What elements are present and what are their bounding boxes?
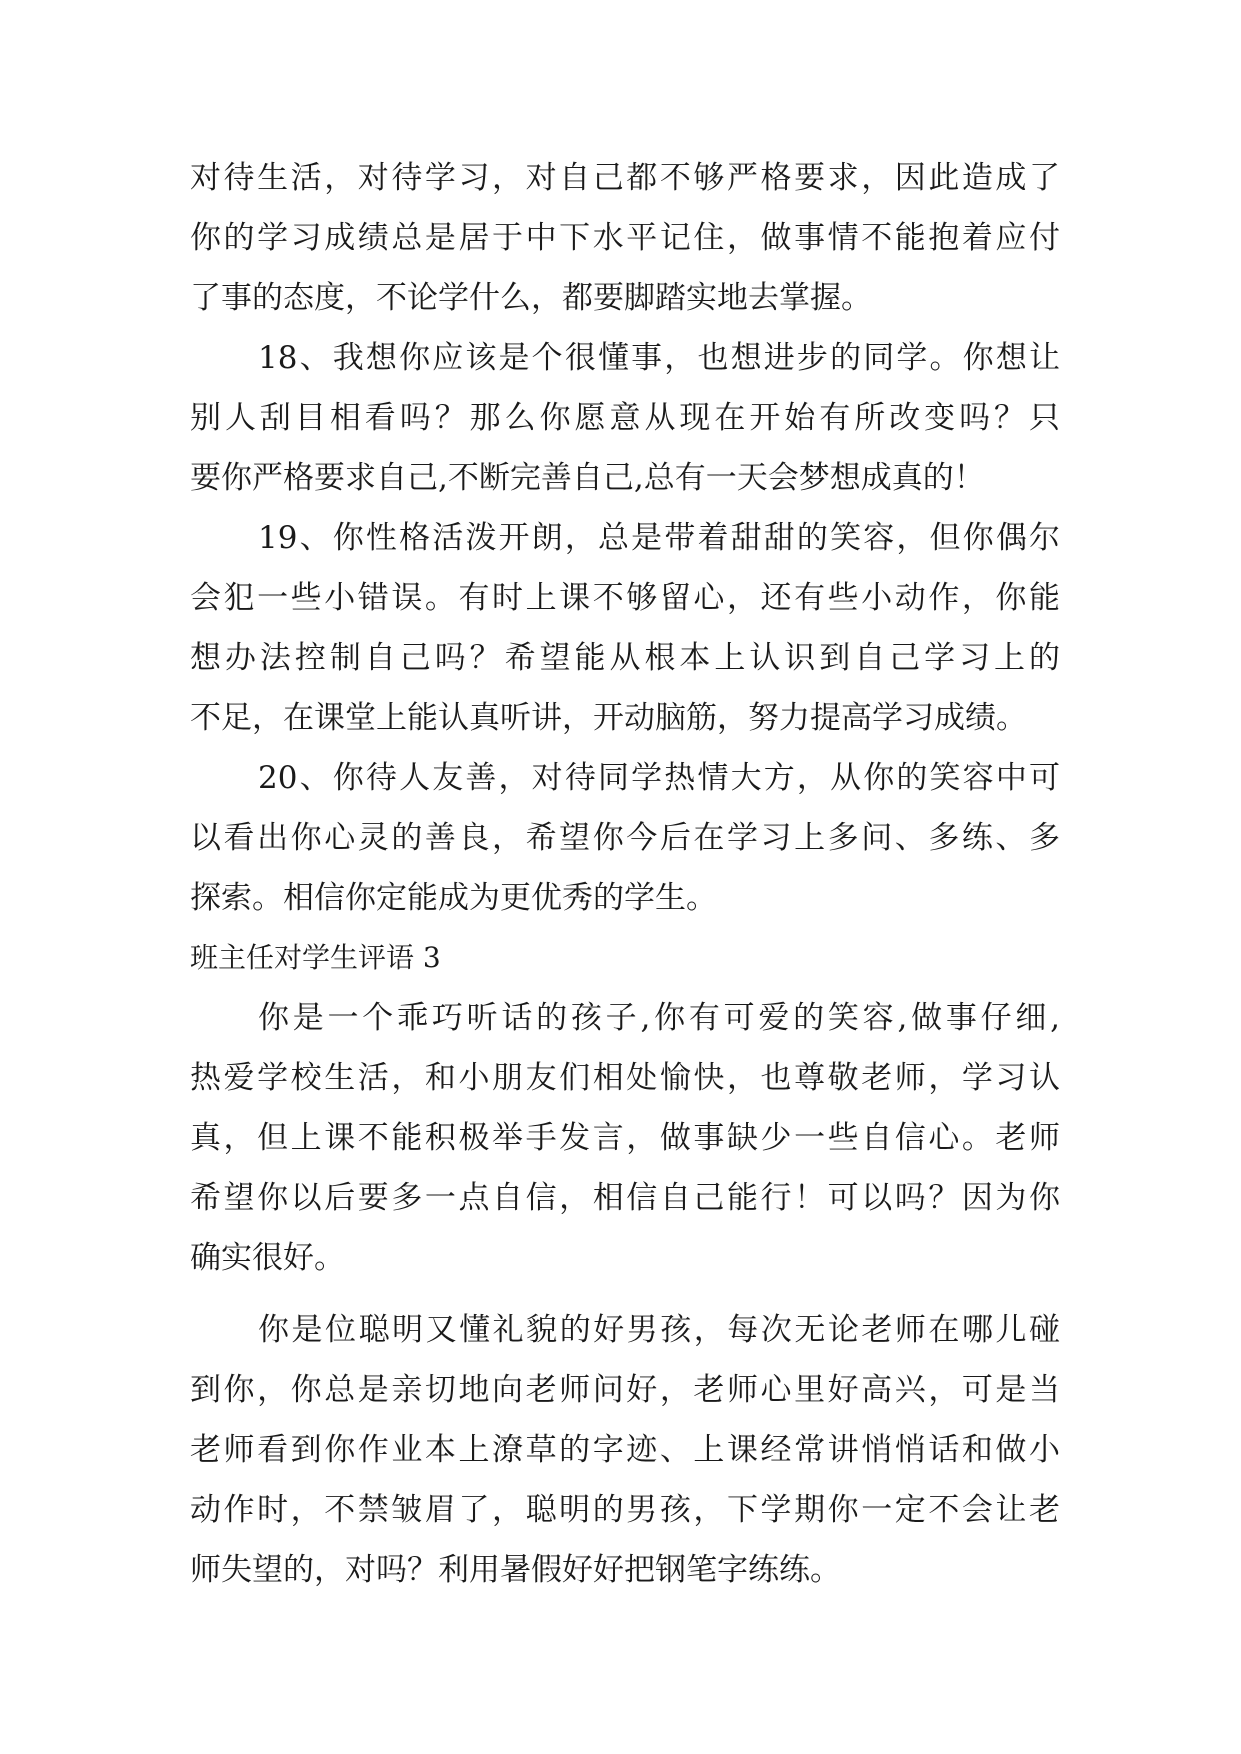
text-line: 到你，你总是亲切地向老师问好，老师心里好高兴，可是当 <box>190 1372 1060 1408</box>
text-line: 别人刮目相看吗？那么你愿意从现在开始有所改变吗？只 <box>190 400 1060 436</box>
text-line: 你是位聪明又懂礼貌的好男孩，每次无论老师在哪儿碰 <box>258 1312 1060 1348</box>
text-line: 20、你待人友善，对待同学热情大方，从你的笑容中可 <box>258 760 1060 796</box>
text-line: 你的学习成绩总是居于中下水平记住，做事情不能抱着应付 <box>190 220 1060 256</box>
text-line: 以看出你心灵的善良，希望你今后在学习上多问、多练、多 <box>190 820 1060 856</box>
text-line: 老师看到你作业本上潦草的字迹、上课经常讲悄悄话和做小 <box>190 1432 1060 1468</box>
text-line: 热爱学校生活，和小朋友们相处愉快，也尊敬老师，学习认 <box>190 1060 1060 1096</box>
section-heading: 班主任对学生评语 3 <box>190 941 441 974</box>
text-line: 动作时，不禁皱眉了，聪明的男孩，下学期你一定不会让老 <box>190 1492 1060 1528</box>
text-line: 18、我想你应该是个很懂事，也想进步的同学。你想让 <box>258 340 1060 376</box>
text-line: 会犯一些小错误。有时上课不够留心，还有些小动作，你能 <box>190 580 1060 616</box>
item-19-paragraph <box>190 508 1060 748</box>
text-line: 要你严格要求自己,不断完善自己,总有一天会梦想成真的！ <box>190 460 985 496</box>
text-line: 不足，在课堂上能认真听讲，开动脑筋，努力提高学习成绩。 <box>190 700 1027 736</box>
text-line: 希望你以后要多一点自信，相信自己能行！可以吗？因为你 <box>190 1180 1060 1216</box>
text-line: 真，但上课不能积极举手发言，做事缺少一些自信心。老师 <box>190 1120 1060 1156</box>
text-line: 想办法控制自己吗？希望能从根本上认识到自己学习上的 <box>190 640 1060 676</box>
text-line: 确实很好。 <box>190 1240 345 1276</box>
item-18-paragraph <box>190 328 1060 508</box>
text-line: 对待生活，对待学习，对自己都不够严格要求，因此造成了 <box>190 160 1060 196</box>
text-line: 你是一个乖巧听话的孩子,你有可爱的笑容,做事仔细, <box>258 1000 1060 1036</box>
comment-2-paragraph <box>190 1300 1060 1600</box>
document-body <box>190 148 1060 1600</box>
paragraph-continued <box>190 148 1060 328</box>
item-20-paragraph <box>190 748 1060 928</box>
text-line: 了事的态度，不论学什么，都要脚踏实地去掌握。 <box>190 280 872 316</box>
text-line: 探索。相信你定能成为更优秀的学生。 <box>190 880 717 916</box>
text-line: 19、你性格活泼开朗，总是带着甜甜的笑容，但你偶尔 <box>258 520 1060 556</box>
text-line: 师失望的，对吗？利用暑假好好把钢笔字练练。 <box>190 1552 841 1588</box>
comment-1-paragraph <box>190 988 1060 1288</box>
